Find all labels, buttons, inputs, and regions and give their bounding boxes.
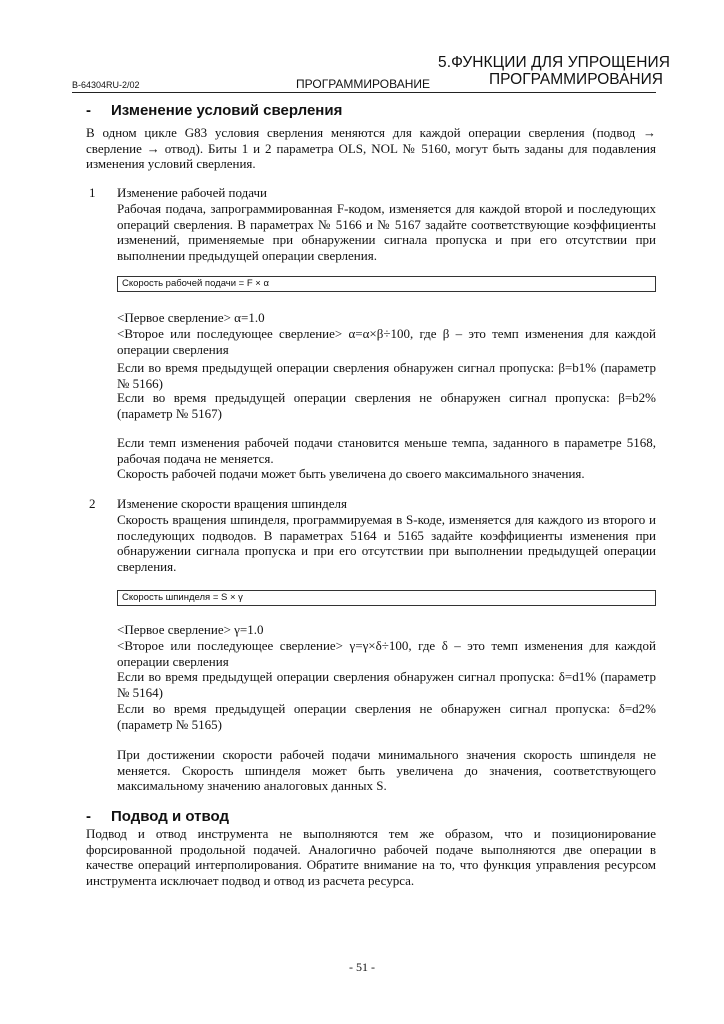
skip-signal-not-detected-line-spindle: Если во время предыдущей операции сверления не обнаружен сигнал пропуска: δ=d2% (параметр № 5165)	[117, 701, 656, 732]
formula-spindle: Скорость шпинделя = S × γ	[122, 592, 243, 603]
skip-signal-detected-line: Если во время предыдущей операции сверления обнаружен сигнал пропуска: β=b1% (параметр № 5166)	[117, 360, 656, 391]
formula-box-spindle	[117, 590, 656, 606]
skip-signal-not-detected-line: Если во время предыдущей операции сверления не обнаружен сигнал пропуска: β=b2% (параметр № 5167)	[117, 390, 656, 421]
page-number: - 51 -	[349, 960, 375, 974]
item-title-feedrate: Изменение рабочей подачи	[117, 185, 268, 200]
formula-box-feedrate	[117, 276, 656, 292]
section-intro-paragraph: В одном цикле G83 условия сверления меняются для каждой операции сверления (подвод → сверление → отвод). Биты 1 и 2 параметра OLS, NOL № 5160, могут быть заданы для подавления изменения условий сверления.	[86, 125, 656, 172]
item-number-2: 2	[89, 496, 96, 511]
skip-signal-detected-line-spindle: Если во время предыдущей операции сверления обнаружен сигнал пропуска: δ=d1% (параметр № 5164)	[117, 669, 656, 700]
document-code: B-64304RU-2/02	[72, 80, 140, 90]
chapter-title-line2: ПРОГРАММИРОВАНИЯ	[489, 71, 663, 88]
formula-feedrate: Скорость рабочей подачи = F × α	[122, 278, 269, 289]
section-paragraph-approach-retract: Подвод и отвод инструмента не выполняются тем же образом, что и позиционирование форсированной продольной подачей. Аналогично рабочей подаче выполняются две операции в качестве операций интерполирования. Обратите внимание на то, что функция управления ресурсом инструмента исключает подвод и отвод из расчета ресурса.	[86, 826, 656, 888]
part-title: ПРОГРАММИРОВАНИЕ	[296, 77, 430, 91]
item-number-1: 1	[89, 185, 96, 200]
section-bullet: -	[86, 808, 91, 825]
section-bullet: -	[86, 102, 91, 119]
section-heading-approach-retract	[86, 808, 229, 825]
first-drilling-line-spindle: <Первое сверление> γ=1.0	[117, 622, 264, 637]
second-drilling-line: <Второе или последующее сверление> α=α×β÷100, где β – это темп изменения для каждой операции сверления	[117, 326, 656, 357]
feedrate-note: Если темп изменения рабочей подачи становится меньше темпа, заданного в параметре 5168, рабочая подача не меняется.	[117, 435, 656, 466]
first-drilling-line: <Первое сверление> α=1.0	[117, 310, 265, 325]
section-title: Изменение условий сверления	[111, 102, 343, 119]
feedrate-max-note: Скорость рабочей подачи может быть увеличена до своего максимального значения.	[117, 466, 585, 481]
second-drilling-line-spindle: <Второе или последующее сверление> γ=γ×δ÷100, где δ – это темп изменения для каждой операции сверления	[117, 638, 656, 669]
chapter-title-line1: 5.ФУНКЦИИ ДЛЯ УПРОЩЕНИЯ	[438, 54, 671, 71]
item-paragraph-spindle: Скорость вращения шпинделя, программируемая в S-коде, изменяется для каждого из второго и последующих подводов. В параметрах 5164 и 5165 задайте коэффициенты изменения при обнаружении сигнала пропуска и при его отсутствии при выполнении предыдущей операции сверления.	[117, 512, 656, 574]
section-heading-drilling-conditions	[86, 102, 342, 119]
section-title: Подвод и отвод	[111, 808, 229, 825]
item-title-spindle: Изменение скорости вращения шпинделя	[117, 496, 347, 511]
header-divider	[72, 92, 656, 93]
item-paragraph-feedrate: Рабочая подача, запрограммированная F-кодом, изменяется для каждой второй и последующих операций сверления. В параметрах № 5166 и № 5167 задайте соответствующие коэффициенты изменений, применяемые при обнаружении сигнала пропуска и при его отсутствии при выполнении предыдущей операции сверления.	[117, 201, 656, 263]
spindle-note: При достижении скорости рабочей подачи минимального значения скорость шпинделя не меняется. Скорость шпинделя может быть увеличена до значения, соответствующего максимальному значению аналоговых данных S.	[117, 747, 656, 794]
